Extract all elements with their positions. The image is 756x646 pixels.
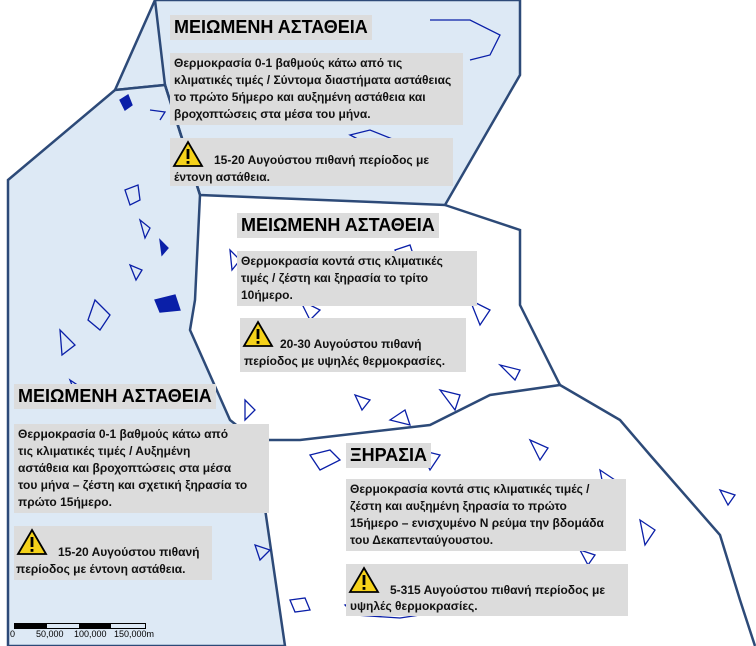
warning-triangle-icon [348, 566, 380, 594]
region-1-description [170, 53, 463, 125]
region-1-warning [170, 138, 453, 186]
region-3-desc-line: τις κλιματικές τιμές / Αυξημένη [18, 444, 191, 458]
region-4-description [346, 479, 626, 551]
region-2-warning-line: 20-30 Αυγούστου πιθανή [280, 337, 422, 351]
scale-label: 0 [10, 629, 16, 639]
scale-label: 100,000 [74, 629, 107, 639]
region-3-description [14, 424, 269, 513]
region-4-desc-line: 15ήμερο – ενισχυμένο Ν ρεύμα την βδομάδα [350, 516, 604, 530]
scale-bar-segment [15, 624, 47, 628]
region-3-desc-line: αστάθεια και βροχοπτώσεις στα μέσα [18, 461, 232, 475]
region-3-desc-line: πρώτο 15ήμερο. [18, 495, 112, 509]
warning-triangle-icon [172, 140, 204, 168]
region-3-desc-line: του μήνα – ζέστη και σχετική ξηρασία το [18, 478, 248, 492]
region-4-desc-line: Θερμοκρασία κοντά στις κλιματικές τιμές / [350, 482, 590, 496]
region-3-warning-line: 15-20 Αυγούστου πιθανή [58, 545, 200, 559]
region-2-title: ΜΕΙΩΜΕΝΗ ΑΣΤΑΘΕΙΑ [237, 213, 439, 238]
region-4-desc-line: του Δεκαπενταύγουστου. [350, 533, 494, 547]
region-2-warning [240, 318, 466, 372]
region-1-warning-line: έντονη αστάθεια. [174, 170, 270, 184]
region-4-title: ΞΗΡΑΣΙΑ [346, 443, 431, 468]
region-1-title: ΜΕΙΩΜΕΝΗ ΑΣΤΑΘΕΙΑ [170, 15, 372, 40]
warning-triangle-icon [242, 320, 274, 348]
region-1-desc-line: το πρώτο 5ήμερο και αυξημένη αστάθεια και [174, 90, 426, 104]
scale-bar-segment [79, 624, 111, 628]
region-4-warning [346, 564, 628, 616]
region-4-warning-line: 5-315 Αυγούστου πιθανή περίοδος με [390, 583, 606, 597]
region-3-warning [14, 526, 212, 580]
region-2-desc-line: Θερμοκρασία κοντά στις κλιματικές [241, 254, 443, 268]
scale-label: 150,000m [114, 629, 155, 639]
region-3-warning-line: περίοδος με έντονη αστάθεια. [16, 562, 186, 576]
warning-triangle-icon [16, 528, 48, 556]
region-2-warning-line: περίοδος με υψηλές θερμοκρασίες. [244, 354, 446, 368]
region-1-warning-line: 15-20 Αυγούστου πιθανή περίοδος με [214, 153, 430, 167]
scale-label: 50,000 [36, 629, 64, 639]
region-1-desc-line: Θερμοκρασία 0-1 βαθμούς κάτω από τις [174, 56, 403, 70]
region-2-desc-line: 10ήμερο. [241, 288, 293, 302]
scale-bar [6, 620, 156, 642]
region-1-desc-line: βροχοπτώσεις στα μέσα του μήνα. [174, 107, 371, 121]
region-3-title: ΜΕΙΩΜΕΝΗ ΑΣΤΑΘΕΙΑ [14, 384, 216, 409]
region-3-desc-line: Θερμοκρασία 0-1 βαθμούς κάτω από [18, 427, 229, 441]
region-4-desc-line: ζέστη και αυξημένη ξηρασία το πρώτο [350, 499, 567, 513]
region-2-desc-line: τιμές / ζέστη και ξηρασία το τρίτο [241, 271, 429, 285]
region-1-desc-line: κλιματικές τιμές / Σύντομα διαστήματα αστάθειας [174, 73, 452, 87]
region-2-description [237, 251, 477, 306]
region-4-warning-line: υψηλές θερμοκρασίες. [350, 599, 478, 613]
